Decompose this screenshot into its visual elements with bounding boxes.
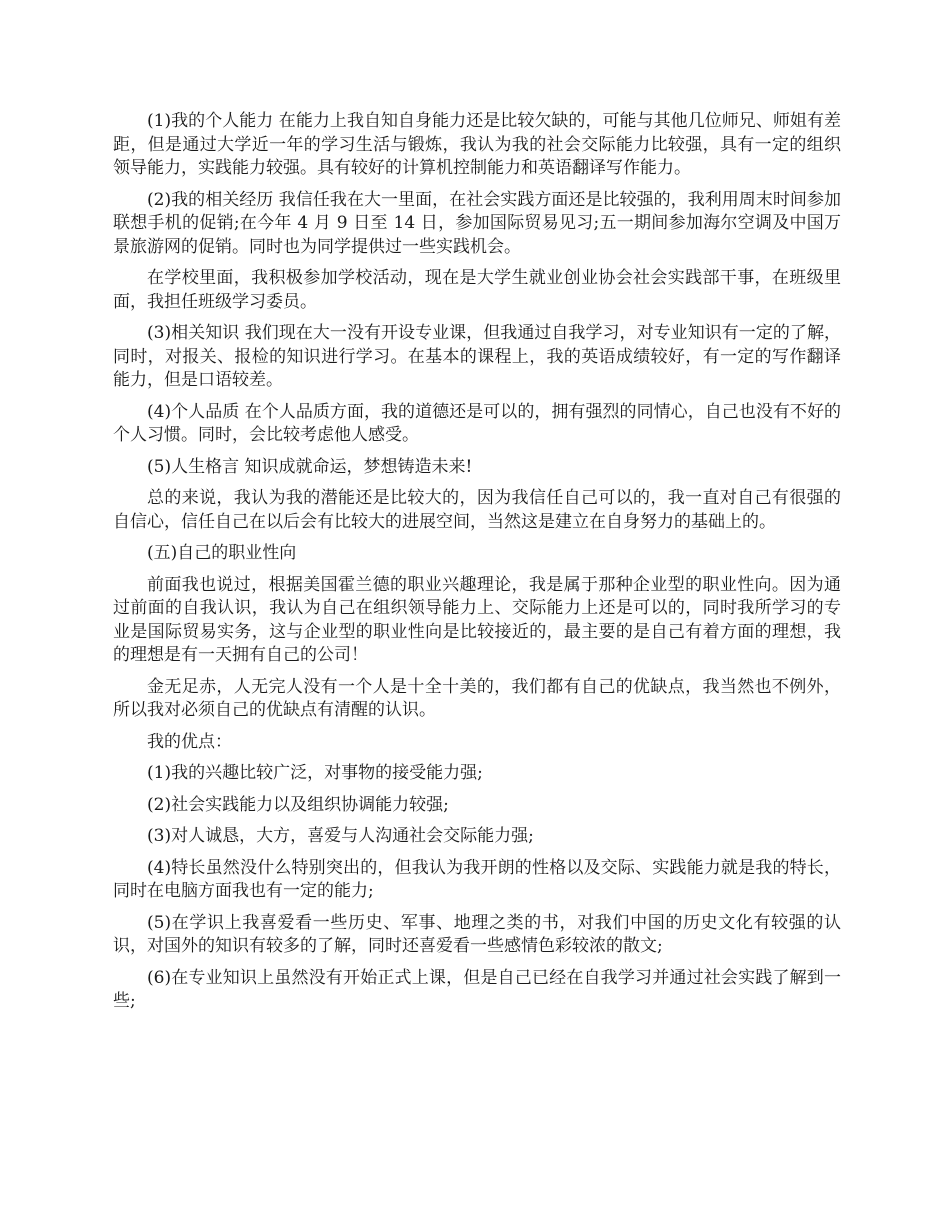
paragraph-life-motto: (5)人生格言 知识成就命运，梦想铸造未来!: [147, 456, 473, 477]
list-item-strength-3: (3)对人诚恳，大方，喜爱与人沟通社会交际能力强;: [147, 826, 534, 846]
list-item-strength-5: (5)在学识上我喜爱看一些历史、军事、地理之类的书，对我们中国的历史文化有较强的认识，对国外的知识有较多的了解，同时还喜爱看一些感情色彩较浓的散文;: [113, 912, 841, 956]
paragraph-related-knowledge: (3)相关知识 我们现在大一没有开设专业课，但我通过自我学习，对专业知识有一定的了解，同时，对报关、报检的知识进行学习。在基本的课程上，我的英语成绩较好，有一定的写作翻译能力，但是口语较差。: [113, 323, 841, 390]
list-item-strength-2: (2)社会实践能力以及组织协调能力较强;: [147, 794, 449, 815]
list-item-strength-4: (4)特长虽然没什么特别突出的，但我认为我开朗的性格以及交际、实践能力就是我的特长，同时在电脑方面我也有一定的能力;: [113, 857, 841, 901]
paragraph-summary: 总的来说，我认为我的潜能还是比较大的，因为我信任自己可以的，我一直对自己有很强的自信心，信任自己在以后会有比较大的进展空间，当然这是建立在自身努力的基础上的。: [113, 488, 841, 532]
paragraph-related-experience: (2)我的相关经历 我信任我在大一里面，在社会实践方面还是比较强的，我利用周末时间参加联想手机的促销;在今年 4 月 9 日至 14 日，参加国际贸易见习;五一期间参加海尔空调及中国万景旅游网的促销。同时也为同学提供过一些实践机会。: [113, 189, 841, 257]
document-body: [113, 110, 841, 1022]
paragraph-school-activities: 在学校里面，我积极参加学校活动，现在是大学生就业创业协会社会实践部干事，在班级里面，我担任班级学习委员。: [113, 268, 841, 312]
paragraph-personal-ability: (1)我的个人能力 在能力上我自知自身能力还是比较欠缺的，可能与其他几位师兄、师姐有差距，但是通过大学近一年的学习生活与锻炼，我认为我的社会交际能力比较强，具有一定的组织领导能力，实践能力较强。具有较好的计算机控制能力和英语翻译写作能力。: [113, 111, 841, 178]
paragraph-personal-quality: (4)个人品质 在个人品质方面，我的道德还是可以的，拥有强烈的同情心，自己也没有不好的个人习惯。同时，会比较考虑他人感受。: [113, 401, 841, 445]
paragraph-strengths-weaknesses: 金无足赤，人无完人没有一个人是十全十美的，我们都有自己的优缺点，我当然也不例外，所以我对必须自己的优缺点有清醒的认识。: [113, 676, 841, 720]
heading-my-strengths: 我的优点：: [147, 731, 232, 752]
list-item-strength-1: (1)我的兴趣比较广泛，对事物的接受能力强;: [147, 763, 483, 783]
list-item-strength-6: (6)在专业知识上虽然没有开始正式上课，但是自己已经在自我学习并通过社会实践了解到一些;: [113, 967, 841, 1011]
section-heading-career-orientation: (五)自己的职业性向: [147, 543, 297, 563]
paragraph-career-orientation: 前面我也说过，根据美国霍兰德的职业兴趣理论，我是属于那种企业型的职业性向。因为通过前面的自我认识，我认为自己在组织领导能力上、交际能力上还是可以的，同时我所学习的专业是国际贸易实务，这与企业型的职业性向是比较接近的，最主要的是自己有着方面的理想，我的理想是有一天拥有自己的公司！: [113, 574, 841, 665]
